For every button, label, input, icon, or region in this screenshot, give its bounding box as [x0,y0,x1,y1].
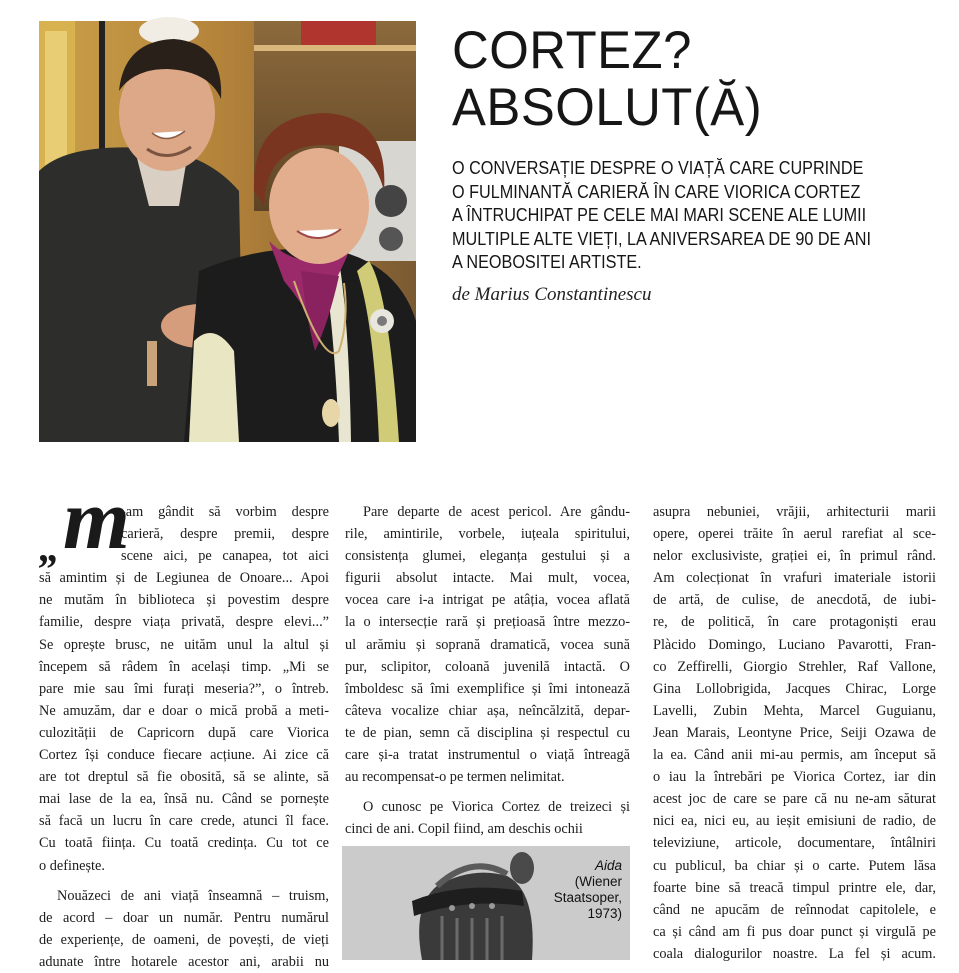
text-line: nici ea, nici eu, au ieșit emisiuni de radio, de [653,813,936,830]
text-line: mai lase de la ea, însă nu. Când se pornește [39,791,329,808]
text-line: rile, amintirile, vorbele, iuțeala spiritului, [345,526,630,543]
article-column-3 [653,501,936,965]
text-line: de experiențe, de oameni, de povești, de vieți [39,931,329,948]
text-line: coala dialogurilor noastre. La fel și acum. [653,945,936,962]
text-line: să amintim și de Legiunea de Onoare... Apoi [39,570,329,587]
text-line: Plàcido Domingo, Luciano Pavarotti, Fran- [653,636,936,653]
text-line: când ne apucăm de reînnodat capitolele, e [653,901,936,918]
text-line: nelor exclusiviste, grației ei, în primul rând. [653,548,936,565]
text-line: culozității de Capricorn după care Viorica [39,724,329,741]
text-line: la ea. Când anii mi-au permis, am început să [653,747,936,764]
text-line: Pare departe de acest pericol. Are gându- [363,504,630,520]
text-line: Am colecționat în vrafuri imateriale istorii [653,570,936,587]
text-line: o definește. [39,857,105,874]
text-line: te de pian, semn că disciplina și respectul cu [345,724,630,741]
text-line: foarte bine să treacă timpul printre ele, dar, [653,879,936,896]
hero-photo-illustration [39,21,416,442]
text-line: televiziune, articole, documentare, întâlniri [653,835,936,852]
text-line: să facă un lucru în care crede, atunci îl face. [39,813,329,830]
inset-photo-aida [342,846,630,960]
text-line: asupra nebuniei, vrăjii, arhitecturii marii [653,504,936,520]
text-line: ul arămiu și soprană dramatică, vocea sună [345,636,630,653]
text-line: co Zeffirelli, Giorgio Strehler, Raf Vallone, [653,658,936,675]
text-line: începem să râdem în același timp. „Mi se [39,658,329,675]
text-line: la o intersecție rară și prețioasă între mezzo- [345,614,630,631]
text-line: adunate între hotarele acestor ani, arabii nu [39,953,329,970]
drop-cap-quote: „ [39,525,60,571]
text-line: cinci de ani. Copil fiind, am deschis ochii [345,821,583,838]
text-line: scene aici, pe canapea, tot aici [121,548,329,565]
text-line: Cortez își conduce fiecare acțiune. Ai zice că [39,747,329,764]
text-line: cu publicul, ba chiar și o carte. Putem lăsa [653,857,936,874]
text-line: Lavelli, Zubin Mehta, Marcel Guguianu, [653,702,936,719]
deck-line: O CONVERSAȚIE DESPRE O VIAȚĂ CARE CUPRINDE [452,158,864,178]
deck-line: O FULMINANTĂ CARIERĂ ÎN CARE VIORICA CORTEZ [452,181,861,202]
text-line: vocea care i-a intrigat pe atâția, vocea aflată [345,592,630,609]
text-line: ca și când am fi pus doar punct și virgulă pe [653,923,936,940]
text-line: au recompensat-o pe termen nelimitat. [345,769,565,786]
text-line: Ne amuzăm, dar e doar o mică probă a meti- [39,702,329,719]
text-line: o iau la întrebări pe Viorica Cortez, iar din [653,769,936,786]
text-line: îmboldesc să îmi exemplifice și îmi intonează [345,680,630,697]
text-line: Se oprește brusc, ne uităm unul la altul și [39,636,329,653]
text-line: figurii absolut intacte. Mai mult, vocea, [345,570,630,587]
text-line: pare mie sau îmi furați meseria?”, o întreb. [39,680,329,697]
text-line: Nouăzeci de ani viață înseamnă – truism, [57,887,329,904]
text-line: ne mutăm în biblioteca și povestim despre [39,592,329,609]
inset-caption-title: Aida [594,858,622,873]
inset-caption-line: 1973) [587,906,622,921]
text-line: de artă, de culise, de anecdotă, de iubi- [653,592,936,609]
text-line: Gina Lollobrigida, Jacques Chirac, Lorge [653,680,936,697]
byline: de Marius Constantinescu [452,284,652,305]
drop-cap-letter: m [63,471,130,567]
inset-caption-line: Staatsoper, [553,890,622,905]
deck-line: MULTIPLE ALTE VIEȚI, LA ANIVERSAREA DE 90 DE ANI [452,228,871,249]
text-line: -am gândit să vorbim despre [121,504,329,520]
text-line: Jean Marais, Leontyne Price, Seiji Ozawa de [653,724,936,741]
text-line: O cunosc pe Viorica Cortez de treizeci și [363,799,630,816]
text-line: pur, sclipitor, coloană juvenilă intactă. O [345,658,630,675]
text-line: care și-a tratat instrumentul o viață întreagă [345,747,630,764]
deck-line: A ÎNTRUCHIPAT PE CELE MAI MARI SCENE ALE LUMII [452,205,867,225]
headline-line-2: ABSOLUT(Ă) [452,78,763,137]
text-line: consistența glumei, eleganța gestului și a [345,548,630,565]
text-line: are tot dreptul să fie obosită, să se alinte, să [39,769,329,786]
headline [452,22,913,136]
inset-caption [554,858,622,922]
headline-line-1: CORTEZ? [452,21,692,80]
text-line: acest joc de care se pare că nu ne-am săturat [653,791,936,808]
text-line: re, de politică, în care protagoniști erau [653,614,936,631]
article-column-2 [345,501,630,840]
text-line: câteva vocalize chiar așa, neîncălzită, depar- [345,702,630,719]
text-line: familie, despre viața privată, despre elevi...” [39,614,329,631]
article-column-1 [39,501,329,973]
text-line: carieră, despre premii, despre [121,526,329,543]
deck [452,157,942,275]
deck-line: A NEOBOSITEI ARTISTE. [452,252,642,272]
inset-caption-line: (Wiener [574,874,622,889]
text-line: opere, operei trăite în aerul rarefiat al sce- [653,526,936,543]
text-line: Cu toată ființa. Cu toată credința. Cu tot ce [39,835,329,852]
hero-photo [39,21,416,442]
text-line: de acord – doar un număr. Pentru numărul [39,909,329,926]
